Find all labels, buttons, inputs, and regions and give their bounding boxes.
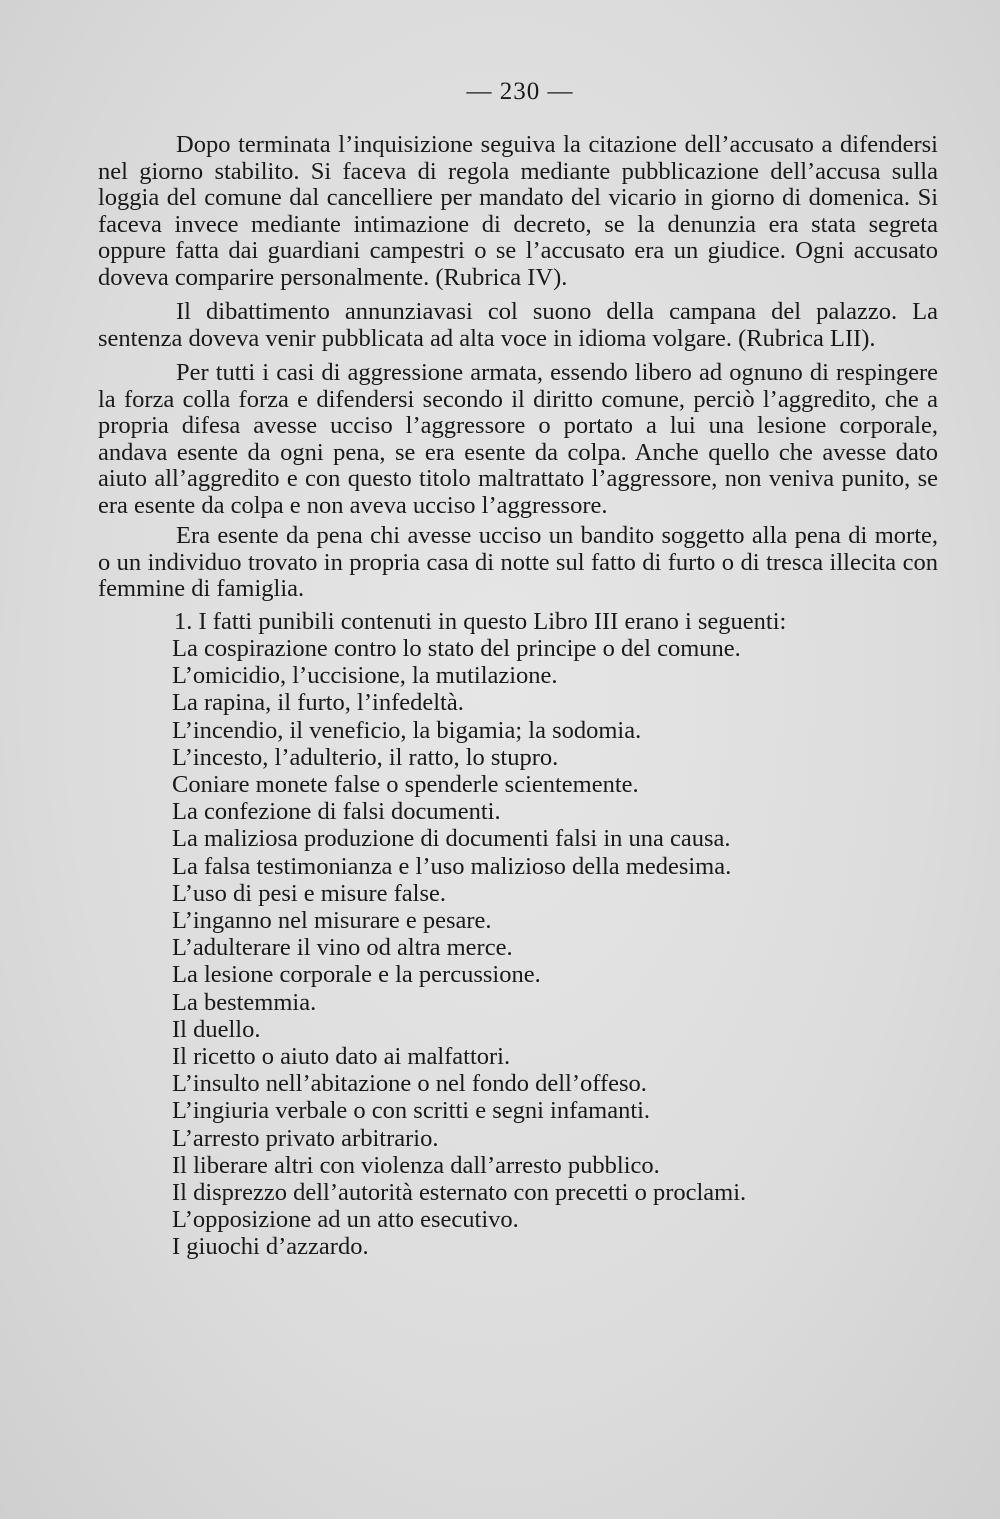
list-item: La confezione di falsi documenti. <box>172 798 501 826</box>
list-item: L’uso di pesi e misure false. <box>172 879 446 907</box>
list-item: Coniare monete false o spenderle scientemente. <box>172 771 639 799</box>
paragraph-citation: Dopo terminata l’inquisizione seguiva la citazione dell’accusato a difendersi nel giorno stabilito. Si faceva di regola mediante pubblicazione dell’accusa sulla loggia del comune dal cancelliere per mandato del vicario in giorno di domenica. Si faceva invece mediante intimazione di decreto, se la denunzia era stata segreta oppure fatta dai guardiani campestri o se l’accusato era un giudice. Ogni accusato doveva comparire personalmente. (Rubrica IV). <box>98 131 938 291</box>
list-item: Il ricetto o aiuto dato ai malfattori. <box>172 1043 511 1071</box>
list-item: L’insulto nell’abitazione o nel fondo dell’offeso. <box>172 1070 647 1098</box>
list-item: I giuochi d’azzardo. <box>172 1233 369 1261</box>
body-text <box>98 132 938 1261</box>
list-item: L’incesto, l’adulterio, il ratto, lo stupro. <box>172 743 559 771</box>
list-item: L’adulterare il vino od altra merce. <box>172 934 513 962</box>
list-item: L’arresto privato arbitrario. <box>172 1124 439 1152</box>
list-item: La bestemmia. <box>172 988 317 1016</box>
paragraph-self-defense: Per tutti i casi di aggressione armata, essendo libero ad ognuno di respingere la forza colla forza e difendersi secondo il diritto comune, perciò l’aggredito, che a propria difesa avesse ucciso l’aggressore o portato a lui una lesione corporale, andava esente da ogni pena, se era esente da colpa. Anche quello che avesse dato aiuto all’aggredito e con questo titolo maltrattato l’aggressore, non veniva punito, se era esente da colpa e non aveva ucciso l’aggressore. <box>98 359 938 519</box>
list-item: La lesione corporale e la percussione. <box>172 961 541 989</box>
list-item: L’opposizione ad un atto esecutivo. <box>172 1206 519 1234</box>
paragraph-trial: Il dibattimento annunziavasi col suono della campana del palazzo. La sentenza doveva venir pubblicata ad alta voce in idioma volgare. (Rubrica LII). <box>98 298 938 352</box>
list-item: L’ingiuria verbale o con scritti e segni infamanti. <box>172 1097 651 1125</box>
list-item: Il liberare altri con violenza dall’arresto pubblico. <box>172 1151 660 1179</box>
list-intro: 1. I fatti punibili contenuti in questo Libro III erano i seguenti: <box>174 607 787 635</box>
list-item: La cospirazione contro lo stato del principe o del comune. <box>172 635 741 662</box>
paragraph-exemption: Era esente da pena chi avesse ucciso un bandito soggetto alla pena di morte, o un individuo trovato in propria casa di notte sul fatto di furto o di tresca illecita con femmine di famiglia. <box>98 522 938 602</box>
list-item: La falsa testimonianza e l’uso malizioso della medesima. <box>172 852 732 880</box>
page-number: — 230 — <box>466 78 574 105</box>
list-item: Il duello. <box>172 1015 261 1043</box>
list-item: Il disprezzo dell’autorità esternato con precetti o proclami. <box>172 1179 747 1207</box>
list-item: L’omicidio, l’uccisione, la mutilazione. <box>172 662 558 690</box>
list-item: L’inganno nel misurare e pesare. <box>172 907 492 935</box>
list-item: La maliziosa produzione di documenti falsi in una causa. <box>172 825 731 853</box>
list-item: La rapina, il furto, l’infedeltà. <box>172 689 464 717</box>
offense-list <box>98 635 938 1261</box>
list-item: L’incendio, il veneficio, la bigamia; la sodomia. <box>172 716 642 744</box>
